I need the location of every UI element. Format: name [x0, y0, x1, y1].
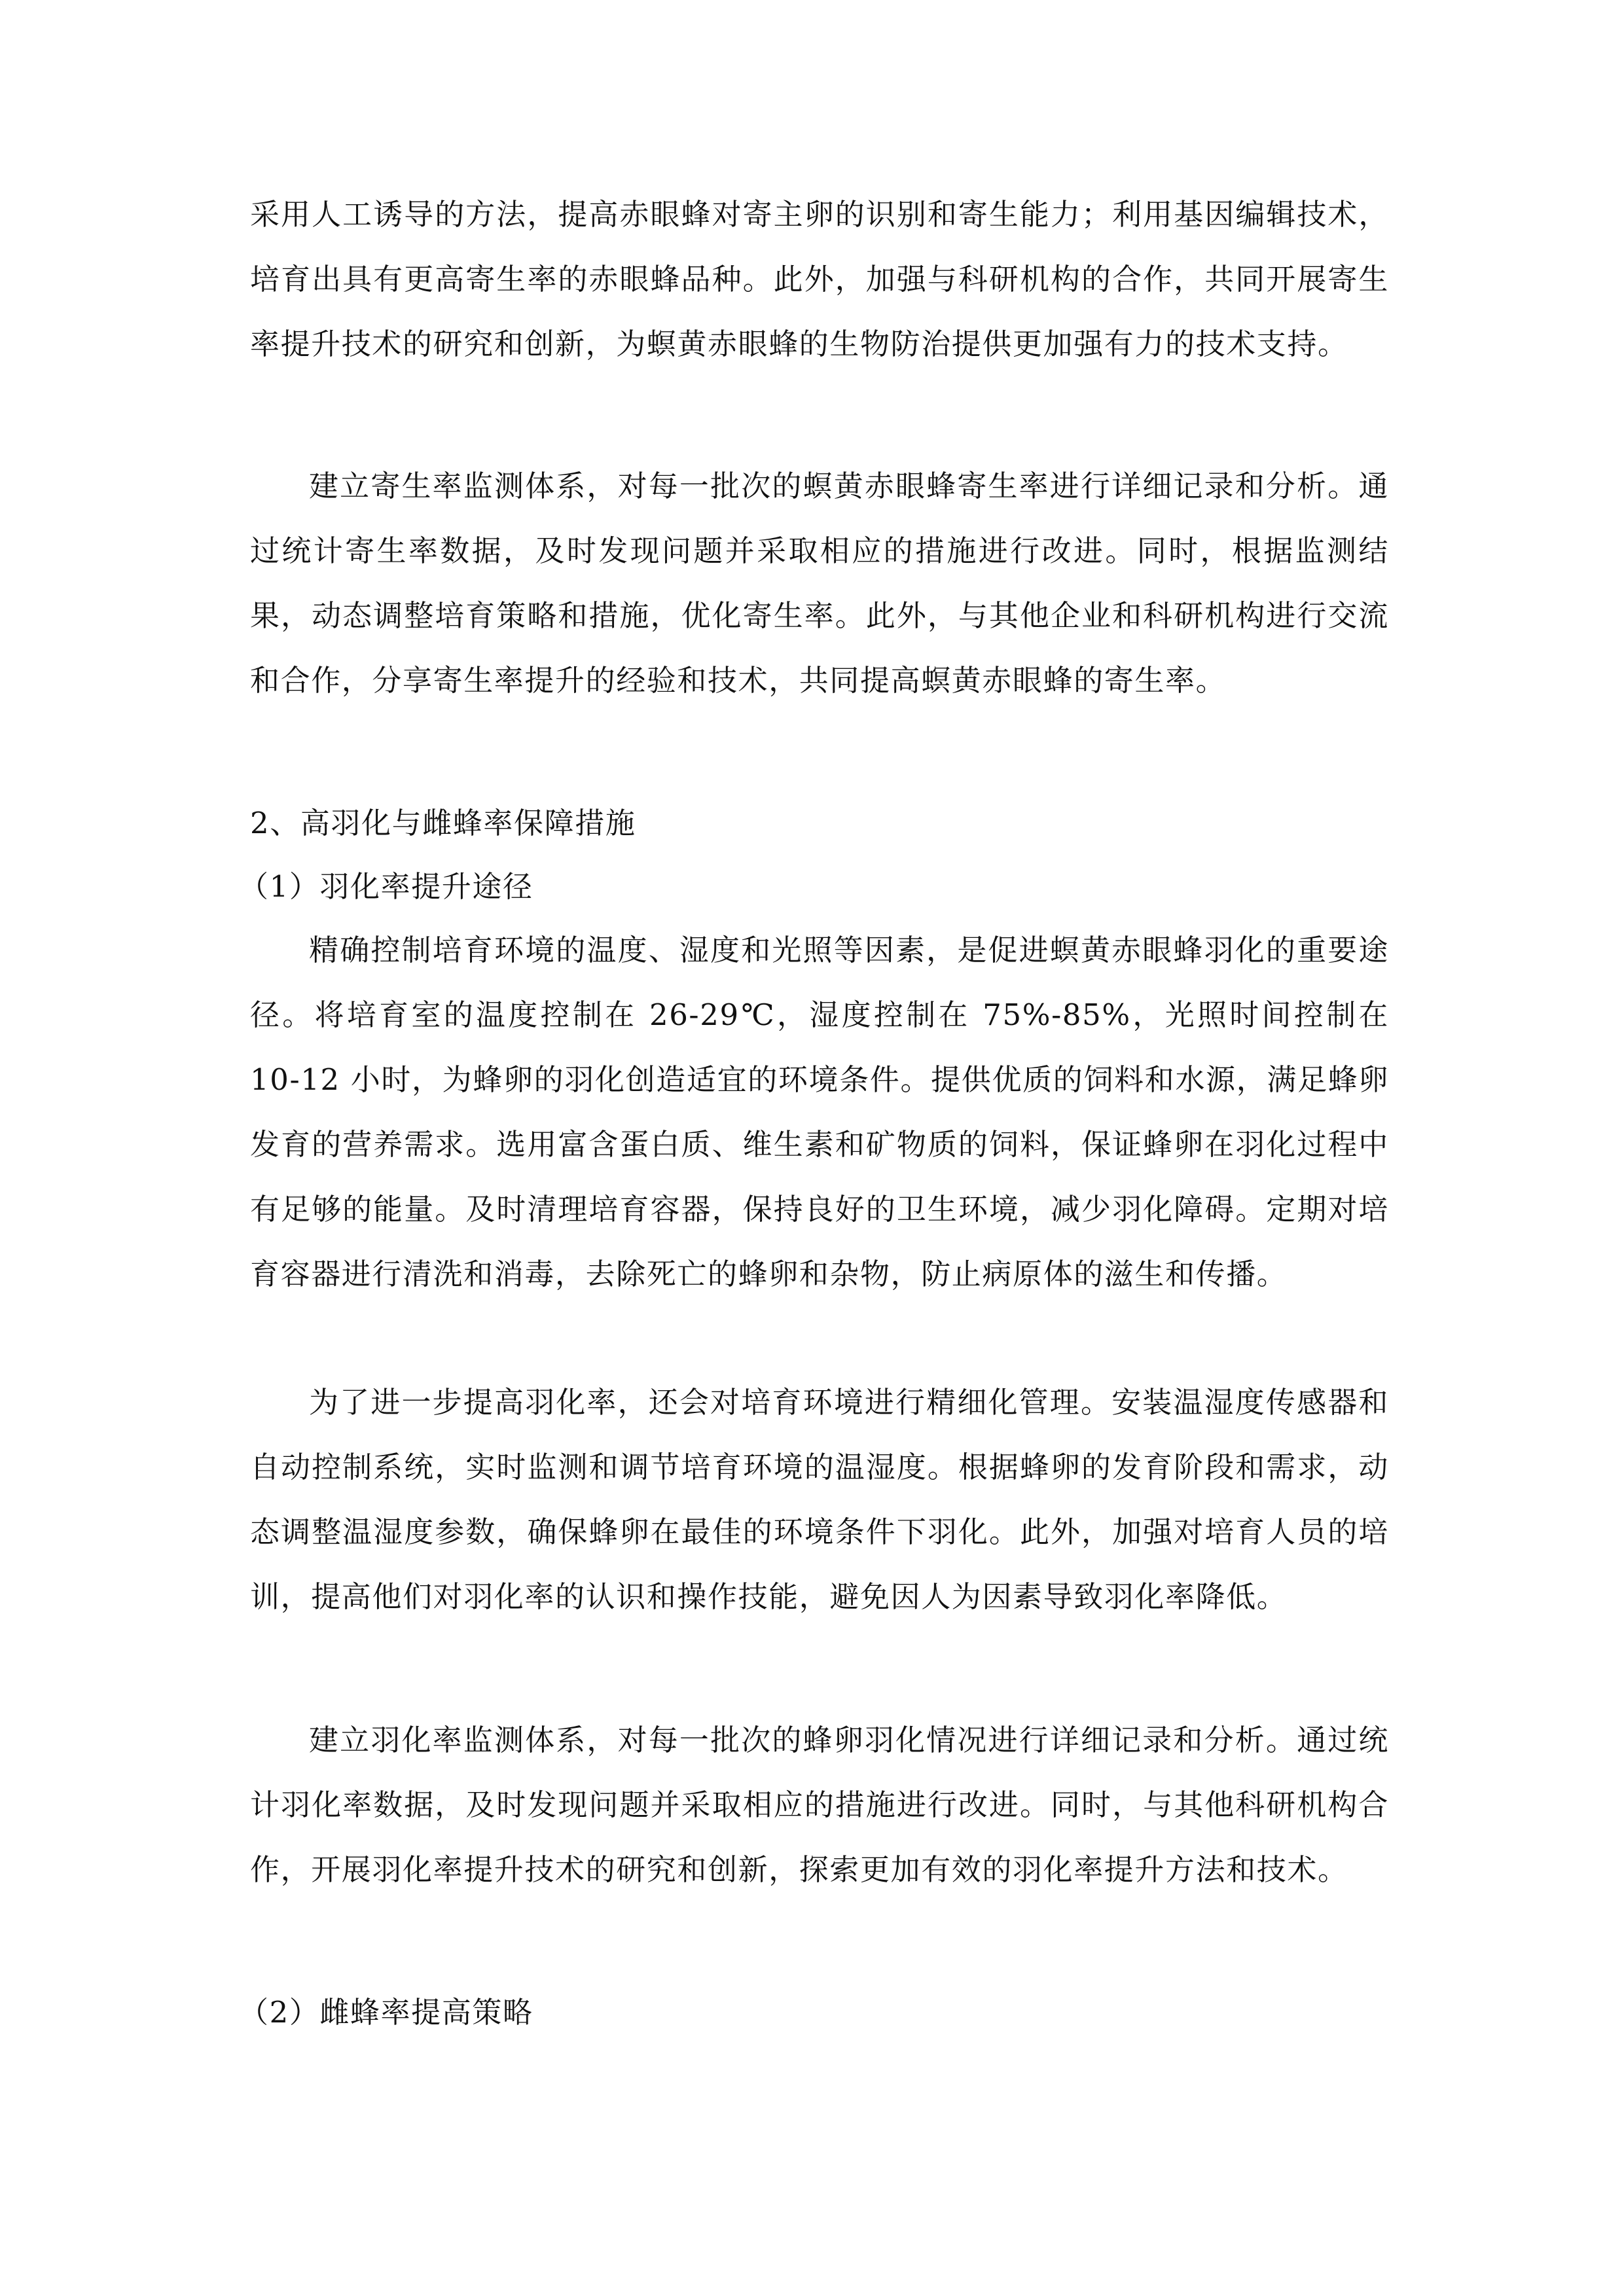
- paragraph-refined-management: 为了进一步提高羽化率，还会对培育环境进行精细化管理。安装温湿度传感器和自动控制系统，实时监测和调节培育环境的温湿度。根据蜂卵的发育阶段和需求，动态调整温湿度参数，确保蜂卵在最佳的环境条件下羽化。此外，加强对培育人员的培训，提高他们对羽化率的认识和操作技能，避免因人为因素导致羽化率降低。: [250, 1385, 1389, 1614]
- paragraph-parasitism-monitoring: 建立寄生率监测体系，对每一批次的螟黄赤眼蜂寄生率进行详细记录和分析。通过统计寄生率数据，及时发现问题并采取相应的措施进行改进。同时，根据监测结果，动态调整培育策略和措施，优化寄生率。此外，与其他企业和科研机构进行交流和合作，分享寄生率提升的经验和技术，共同提高螟黄赤眼蜂的寄生率。: [250, 469, 1389, 698]
- subheading-female-rate-strategy: （2）雌蜂率提高策略: [239, 1995, 533, 2030]
- paragraph-emergence-monitoring: 建立羽化率监测体系，对每一批次的蜂卵羽化情况进行详细记录和分析。通过统计羽化率数据，及时发现问题并采取相应的措施进行改进。同时，与其他科研机构合作，开展羽化率提升技术的研究和创新，探索更加有效的羽化率提升方法和技术。: [250, 1723, 1389, 1887]
- paragraph-environment-control: 精确控制培育环境的温度、湿度和光照等因素，是促进螟黄赤眼蜂羽化的重要途径。将培育室的温度控制在 26-29℃，湿度控制在 75%-85%，光照时间控制在 10-12 小时，为蜂卵的羽化创造适宜的环境条件。提供优质的饲料和水源，满足蜂卵发育的营养需求。选用富含蛋白质、维生素和矿物质的饲料，保证蜂卵在羽化过程中有足够的能量。及时清理培育容器，保持良好的卫生环境，减少羽化障碍。定期对培育容器进行清洗和消毒，去除死亡的蜂卵和杂物，防止病原体的滋生和传播。: [250, 933, 1389, 1291]
- paragraph-parasitism-techniques: 采用人工诱导的方法，提高赤眼蜂对寄主卵的识别和寄生能力；利用基因编辑技术，培育出具有更高寄生率的赤眼蜂品种。此外，加强与科研机构的合作，共同开展寄生率提升技术的研究和创新，为螟黄赤眼蜂的生物防治提供更加强有力的技术支持。: [250, 197, 1389, 361]
- subheading-emergence-rate-methods: （1）羽化率提升途径: [239, 869, 533, 904]
- section-heading-emergence-female-rate: 2、高羽化与雌蜂率保障措施: [250, 806, 636, 840]
